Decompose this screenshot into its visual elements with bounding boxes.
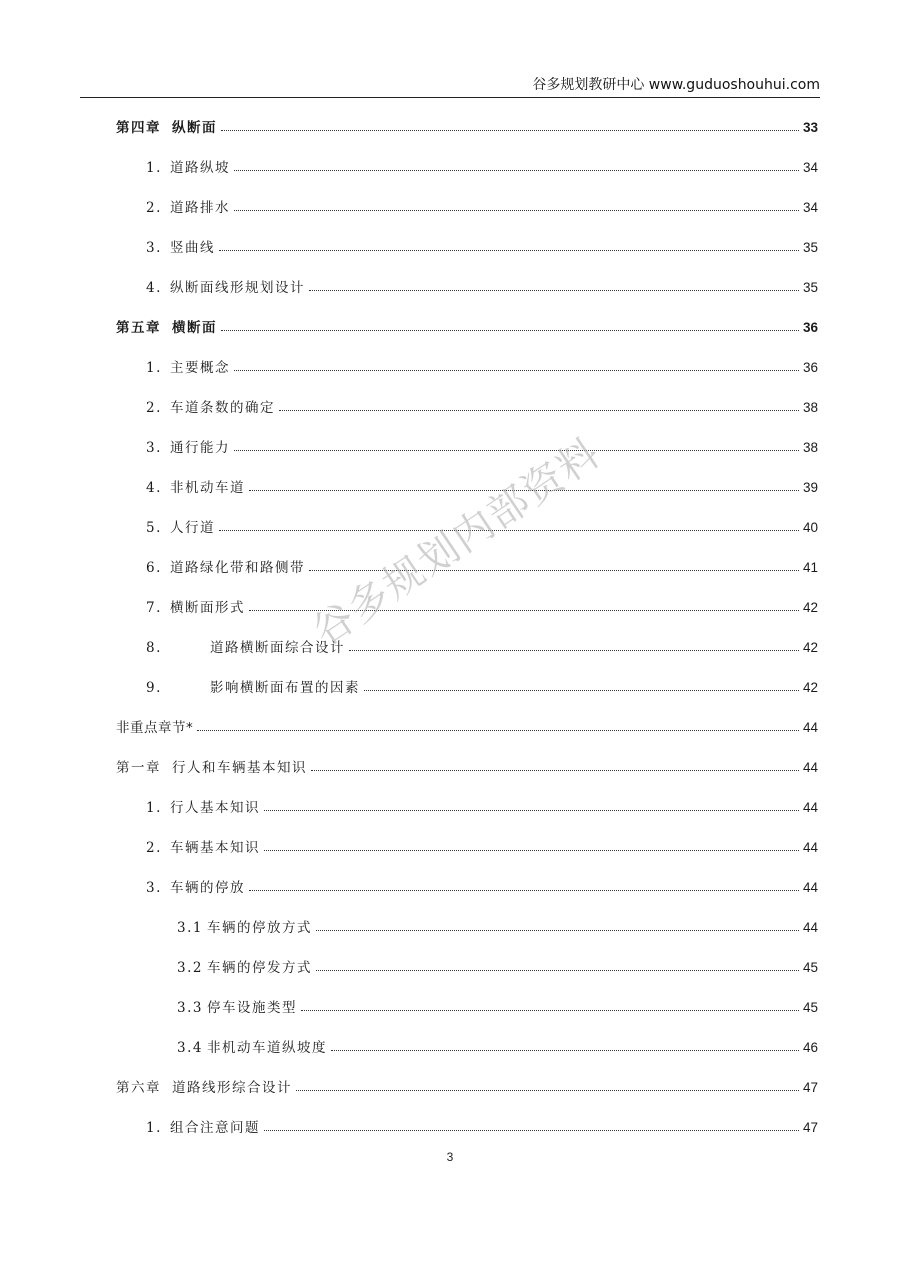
toc-page-number: 44 [802, 760, 818, 775]
toc-page-number: 44 [802, 720, 818, 735]
toc-entry[interactable] [146, 236, 818, 256]
toc-number: 2. [146, 400, 162, 416]
toc-page-number: 34 [802, 160, 818, 175]
toc-label: 影响横断面布置的因素 [210, 680, 360, 696]
toc-entry[interactable] [146, 636, 818, 656]
toc-page-number: 38 [802, 400, 818, 415]
page-number: 3 [446, 1150, 454, 1164]
toc-entry[interactable] [146, 276, 818, 296]
toc-label: 非重点章节* [116, 720, 194, 736]
dot-leader [264, 849, 799, 851]
toc-page-number: 47 [802, 1080, 818, 1095]
dot-leader [197, 729, 799, 731]
toc-page-number: 38 [802, 440, 818, 455]
toc-number: 第六章 [116, 1080, 161, 1096]
toc-label: 道路纵坡 [170, 160, 230, 176]
toc-page-number: 36 [802, 360, 818, 375]
toc-entry[interactable] [146, 596, 818, 616]
toc-page-number: 42 [802, 640, 818, 655]
toc-page-number: 42 [802, 680, 818, 695]
dot-leader [364, 689, 799, 691]
toc-entry-chapter-5[interactable] [116, 316, 818, 336]
dot-leader [221, 129, 799, 131]
toc-entry-subsection[interactable] [177, 916, 818, 936]
toc-entry-chapter-1[interactable] [116, 756, 818, 776]
toc-page-number: 40 [802, 520, 818, 535]
toc-entry-subsection[interactable] [177, 996, 818, 1016]
dot-leader [234, 169, 799, 171]
toc-number: 第五章 [116, 320, 161, 336]
toc-entry[interactable] [146, 556, 818, 576]
dot-leader [234, 209, 799, 211]
dot-leader [219, 529, 799, 531]
toc-page-number: 44 [802, 920, 818, 935]
toc-entry[interactable] [146, 836, 818, 856]
dot-leader [234, 369, 799, 371]
toc-number: 3. [146, 880, 162, 896]
dot-leader [249, 489, 799, 491]
toc-label: 非机动车道 [170, 480, 245, 496]
toc-number: 3.3 [177, 1000, 203, 1016]
toc-number: 7. [146, 600, 162, 616]
dot-leader [219, 249, 799, 251]
toc-number: 1. [146, 360, 162, 376]
toc-entry[interactable] [146, 476, 818, 496]
toc-label: 非机动车道纵坡度 [207, 1040, 327, 1056]
dot-leader [249, 889, 799, 891]
dot-leader [296, 1089, 799, 1091]
toc-number: 1. [146, 1120, 162, 1136]
toc-entry[interactable] [146, 356, 818, 376]
toc-page-number: 47 [802, 1120, 818, 1135]
toc-entry[interactable] [146, 436, 818, 456]
toc-number: 6. [146, 560, 162, 576]
toc-label: 停车设施类型 [207, 1000, 297, 1016]
toc-label: 车道条数的确定 [170, 400, 275, 416]
toc-entry[interactable] [146, 196, 818, 216]
toc-page-number: 42 [802, 600, 818, 615]
toc-number: 2. [146, 840, 162, 856]
toc-entry[interactable] [146, 1116, 818, 1136]
toc-number: 4. [146, 480, 162, 496]
toc-entry[interactable] [146, 676, 818, 696]
toc-page-number: 36 [802, 320, 818, 335]
toc-page-number: 35 [802, 240, 818, 255]
toc-label: 行人基本知识 [170, 800, 260, 816]
dot-leader [301, 1009, 799, 1011]
dot-leader [311, 769, 799, 771]
dot-leader [316, 929, 799, 931]
dot-leader [234, 449, 799, 451]
toc-label: 主要概念 [170, 360, 230, 376]
dot-leader [249, 609, 799, 611]
toc-label: 车辆的停放方式 [207, 920, 312, 936]
toc-label: 行人和车辆基本知识 [172, 760, 307, 776]
dot-leader [221, 329, 799, 331]
toc-label: 车辆的停发方式 [207, 960, 312, 976]
toc-page-number: 33 [802, 120, 818, 135]
toc-label: 纵断面线形规划设计 [170, 280, 305, 296]
toc-entry[interactable] [146, 876, 818, 896]
toc-page-number: 39 [802, 480, 818, 495]
toc-entry-subsection[interactable] [177, 956, 818, 976]
toc-entry-chapter-6[interactable] [116, 1076, 818, 1096]
toc-number: 5. [146, 520, 162, 536]
toc-entry[interactable] [146, 396, 818, 416]
toc-entry-chapter-4[interactable] [116, 116, 818, 136]
dot-leader [309, 569, 799, 571]
page-header: 谷多规划教研中心 www.guduoshouhui.com [532, 77, 820, 93]
toc-label: 道路线形综合设计 [172, 1080, 292, 1096]
toc-label: 组合注意问题 [170, 1120, 260, 1136]
toc-page-number: 45 [802, 960, 818, 975]
toc-entry-non-key-sections[interactable] [116, 716, 818, 736]
toc-label: 车辆基本知识 [170, 840, 260, 856]
toc-page-number: 45 [802, 1000, 818, 1015]
toc-page-number: 44 [802, 880, 818, 895]
toc-label: 横断面形式 [170, 600, 245, 616]
toc-number: 第一章 [116, 760, 161, 776]
toc-page-number: 34 [802, 200, 818, 215]
toc-label: 道路绿化带和路侧带 [170, 560, 305, 576]
toc-entry[interactable] [146, 516, 818, 536]
toc-label: 车辆的停放 [170, 880, 245, 896]
toc-number: 第四章 [116, 120, 161, 136]
toc-number: 1. [146, 160, 162, 176]
toc-number: 3.2 [177, 960, 203, 976]
toc-label: 横断面 [172, 320, 217, 336]
toc-number: 4. [146, 280, 162, 296]
toc-label: 通行能力 [170, 440, 230, 456]
toc-page-number: 35 [802, 280, 818, 295]
dot-leader [264, 1129, 799, 1131]
toc-number: 3.4 [177, 1040, 203, 1056]
dot-leader [264, 809, 799, 811]
toc-entry[interactable] [146, 796, 818, 816]
dot-leader [349, 649, 799, 651]
toc-label: 道路排水 [170, 200, 230, 216]
toc-page-number: 46 [802, 1040, 818, 1055]
toc-label: 纵断面 [172, 120, 217, 136]
toc-page-number: 44 [802, 800, 818, 815]
toc-label: 竖曲线 [170, 240, 215, 256]
toc-number: 3. [146, 440, 162, 456]
dot-leader [309, 289, 799, 291]
toc-number: 8. [146, 640, 162, 656]
watermark: 谷多规划内部资料 [305, 429, 610, 656]
toc-number: 1. [146, 800, 162, 816]
toc-label: 道路横断面综合设计 [210, 640, 345, 656]
toc-number: 3. [146, 240, 162, 256]
toc-number: 9. [146, 680, 162, 696]
dot-leader [331, 1049, 799, 1051]
toc-number: 3.1 [177, 920, 203, 936]
toc-entry-subsection[interactable] [177, 1036, 818, 1056]
dot-leader [279, 409, 799, 411]
toc-label: 人行道 [170, 520, 215, 536]
toc-entry[interactable] [146, 156, 818, 176]
toc-page-number: 41 [802, 560, 818, 575]
toc-number: 2. [146, 200, 162, 216]
dot-leader [316, 969, 799, 971]
toc-page-number: 44 [802, 840, 818, 855]
